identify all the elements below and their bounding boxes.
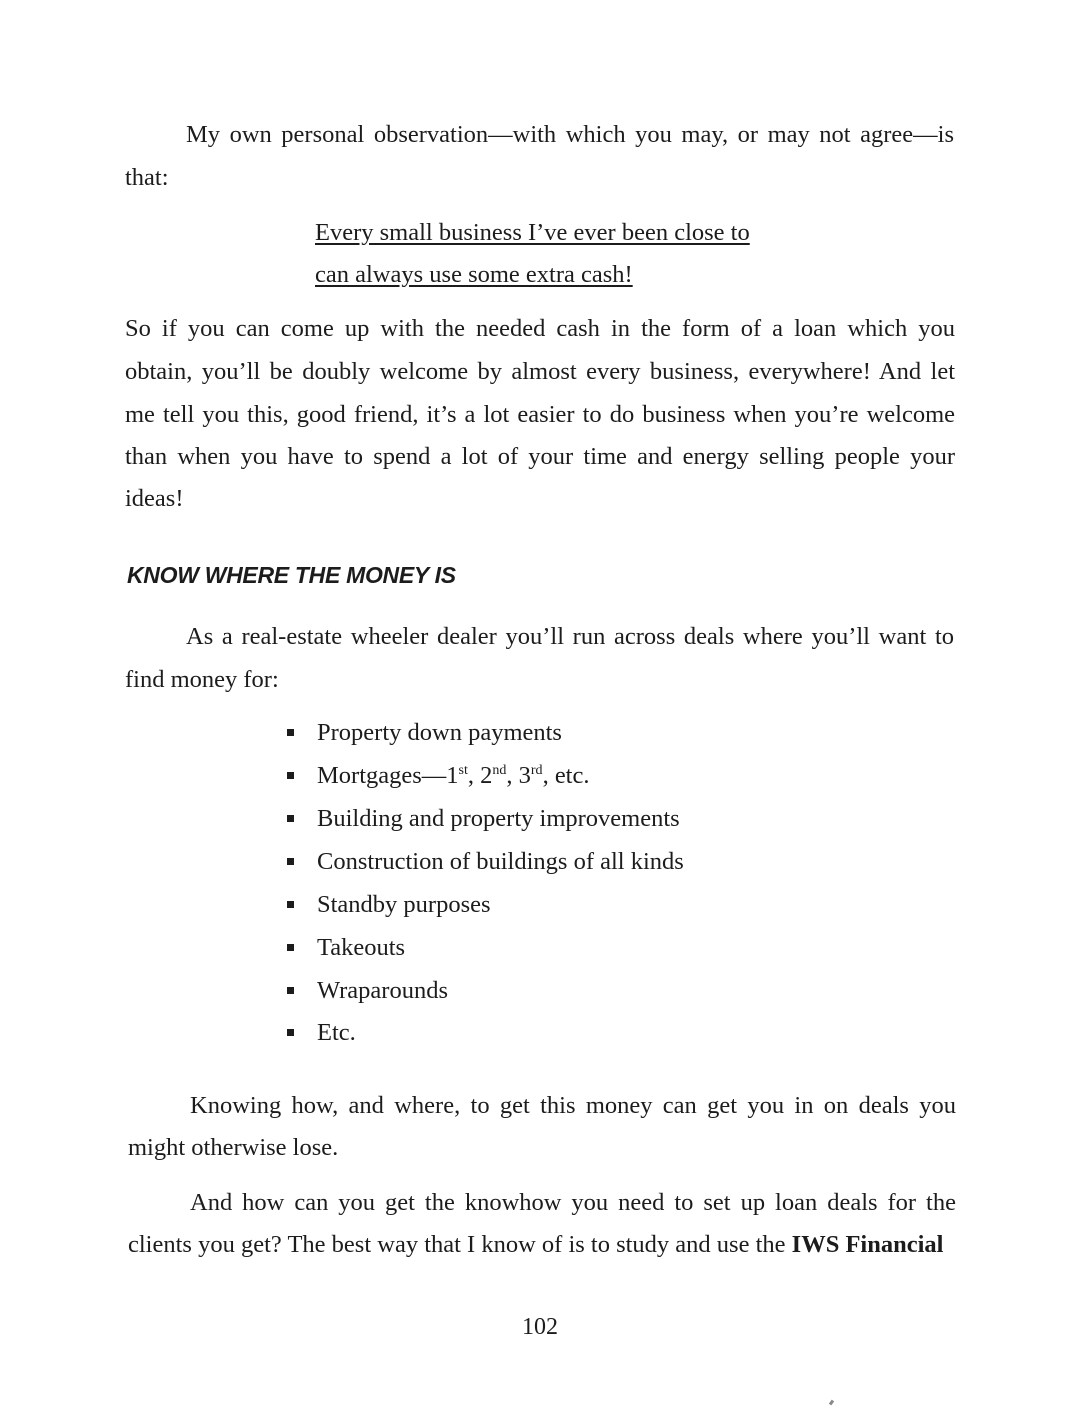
list-item [287,718,562,748]
section-heading: KNOW WHERE THE MONEY IS [127,562,456,588]
list-item-text-part: , etc. [542,762,590,789]
bullet-square-icon [287,729,294,736]
paragraph-5-line-1: And how can you get the knowhow you need to set up loan deals for the [190,1189,956,1216]
quote-line-2: can always use some extra cash! [315,261,633,288]
list-item-text: Mortgages—1 [317,762,459,789]
superscript-nd: nd [492,762,507,778]
list-item-text: Takeouts [317,934,406,961]
paragraph-2-line-3: me tell you this, good friend, it’s a lot easier to do business when you’re welcome [125,401,955,428]
list-item-text-part: , 3 [506,762,531,789]
bullet-square-icon [287,901,294,908]
list-item-text: Etc. [317,1019,356,1046]
paragraph-1-line-1: My own personal observation—with which you may, or may not agree—is [186,121,954,148]
list-item [287,1018,356,1048]
paragraph-2-line-2: obtain, you’ll be doubly welcome by almost every business, everywhere! And let [125,358,955,385]
list-item [287,890,491,920]
paragraph-3-line-2: find money for: [125,666,279,693]
list-item [287,761,590,791]
list-item-text: Building and property improvements [317,805,680,832]
bullet-square-icon [287,1029,294,1036]
list-item [287,933,405,963]
list-item [287,847,684,877]
bullet-square-icon [287,987,294,994]
iws-financial-bold: IWS Financial [791,1231,944,1258]
paragraph-4-line-2: might otherwise lose. [128,1134,339,1161]
list-item-text: Property down payments [317,719,562,746]
paragraph-1-line-2: that: [125,164,169,191]
paragraph-2-line-5: ideas! [125,485,184,512]
bullet-square-icon [287,858,294,865]
paragraph-2-line-1: So if you can come up with the needed cash in the form of a loan which you [125,315,955,342]
superscript-rd: rd [530,762,543,778]
list-item-text: Standby purposes [317,891,491,918]
paragraph-5-text: clients you get? The best way that I know of is to study and use the [128,1231,792,1258]
paragraph-3-line-1: As a real-estate wheeler dealer you’ll run across deals where you’ll want to [186,623,954,650]
page-number: 102 [522,1314,558,1340]
list-item [287,804,680,834]
bullet-square-icon [287,772,294,779]
scan-mark [829,1400,834,1406]
bullet-square-icon [287,815,294,822]
paragraph-4-line-1: Knowing how, and where, to get this money can get you in on deals you [190,1092,956,1119]
list-item-text: Wraparounds [317,977,448,1004]
paragraph-5-line-2 [128,1230,943,1260]
list-item-text: Construction of buildings of all kinds [317,848,684,875]
list-item [287,976,448,1006]
list-item-text-part: , 2 [467,762,493,789]
bullet-square-icon [287,944,294,951]
quote-line-1: Every small business I’ve ever been close to [315,219,750,246]
superscript-st: st [458,762,468,778]
paragraph-2-line-4: than when you have to spend a lot of your time and energy selling people your [125,443,955,470]
